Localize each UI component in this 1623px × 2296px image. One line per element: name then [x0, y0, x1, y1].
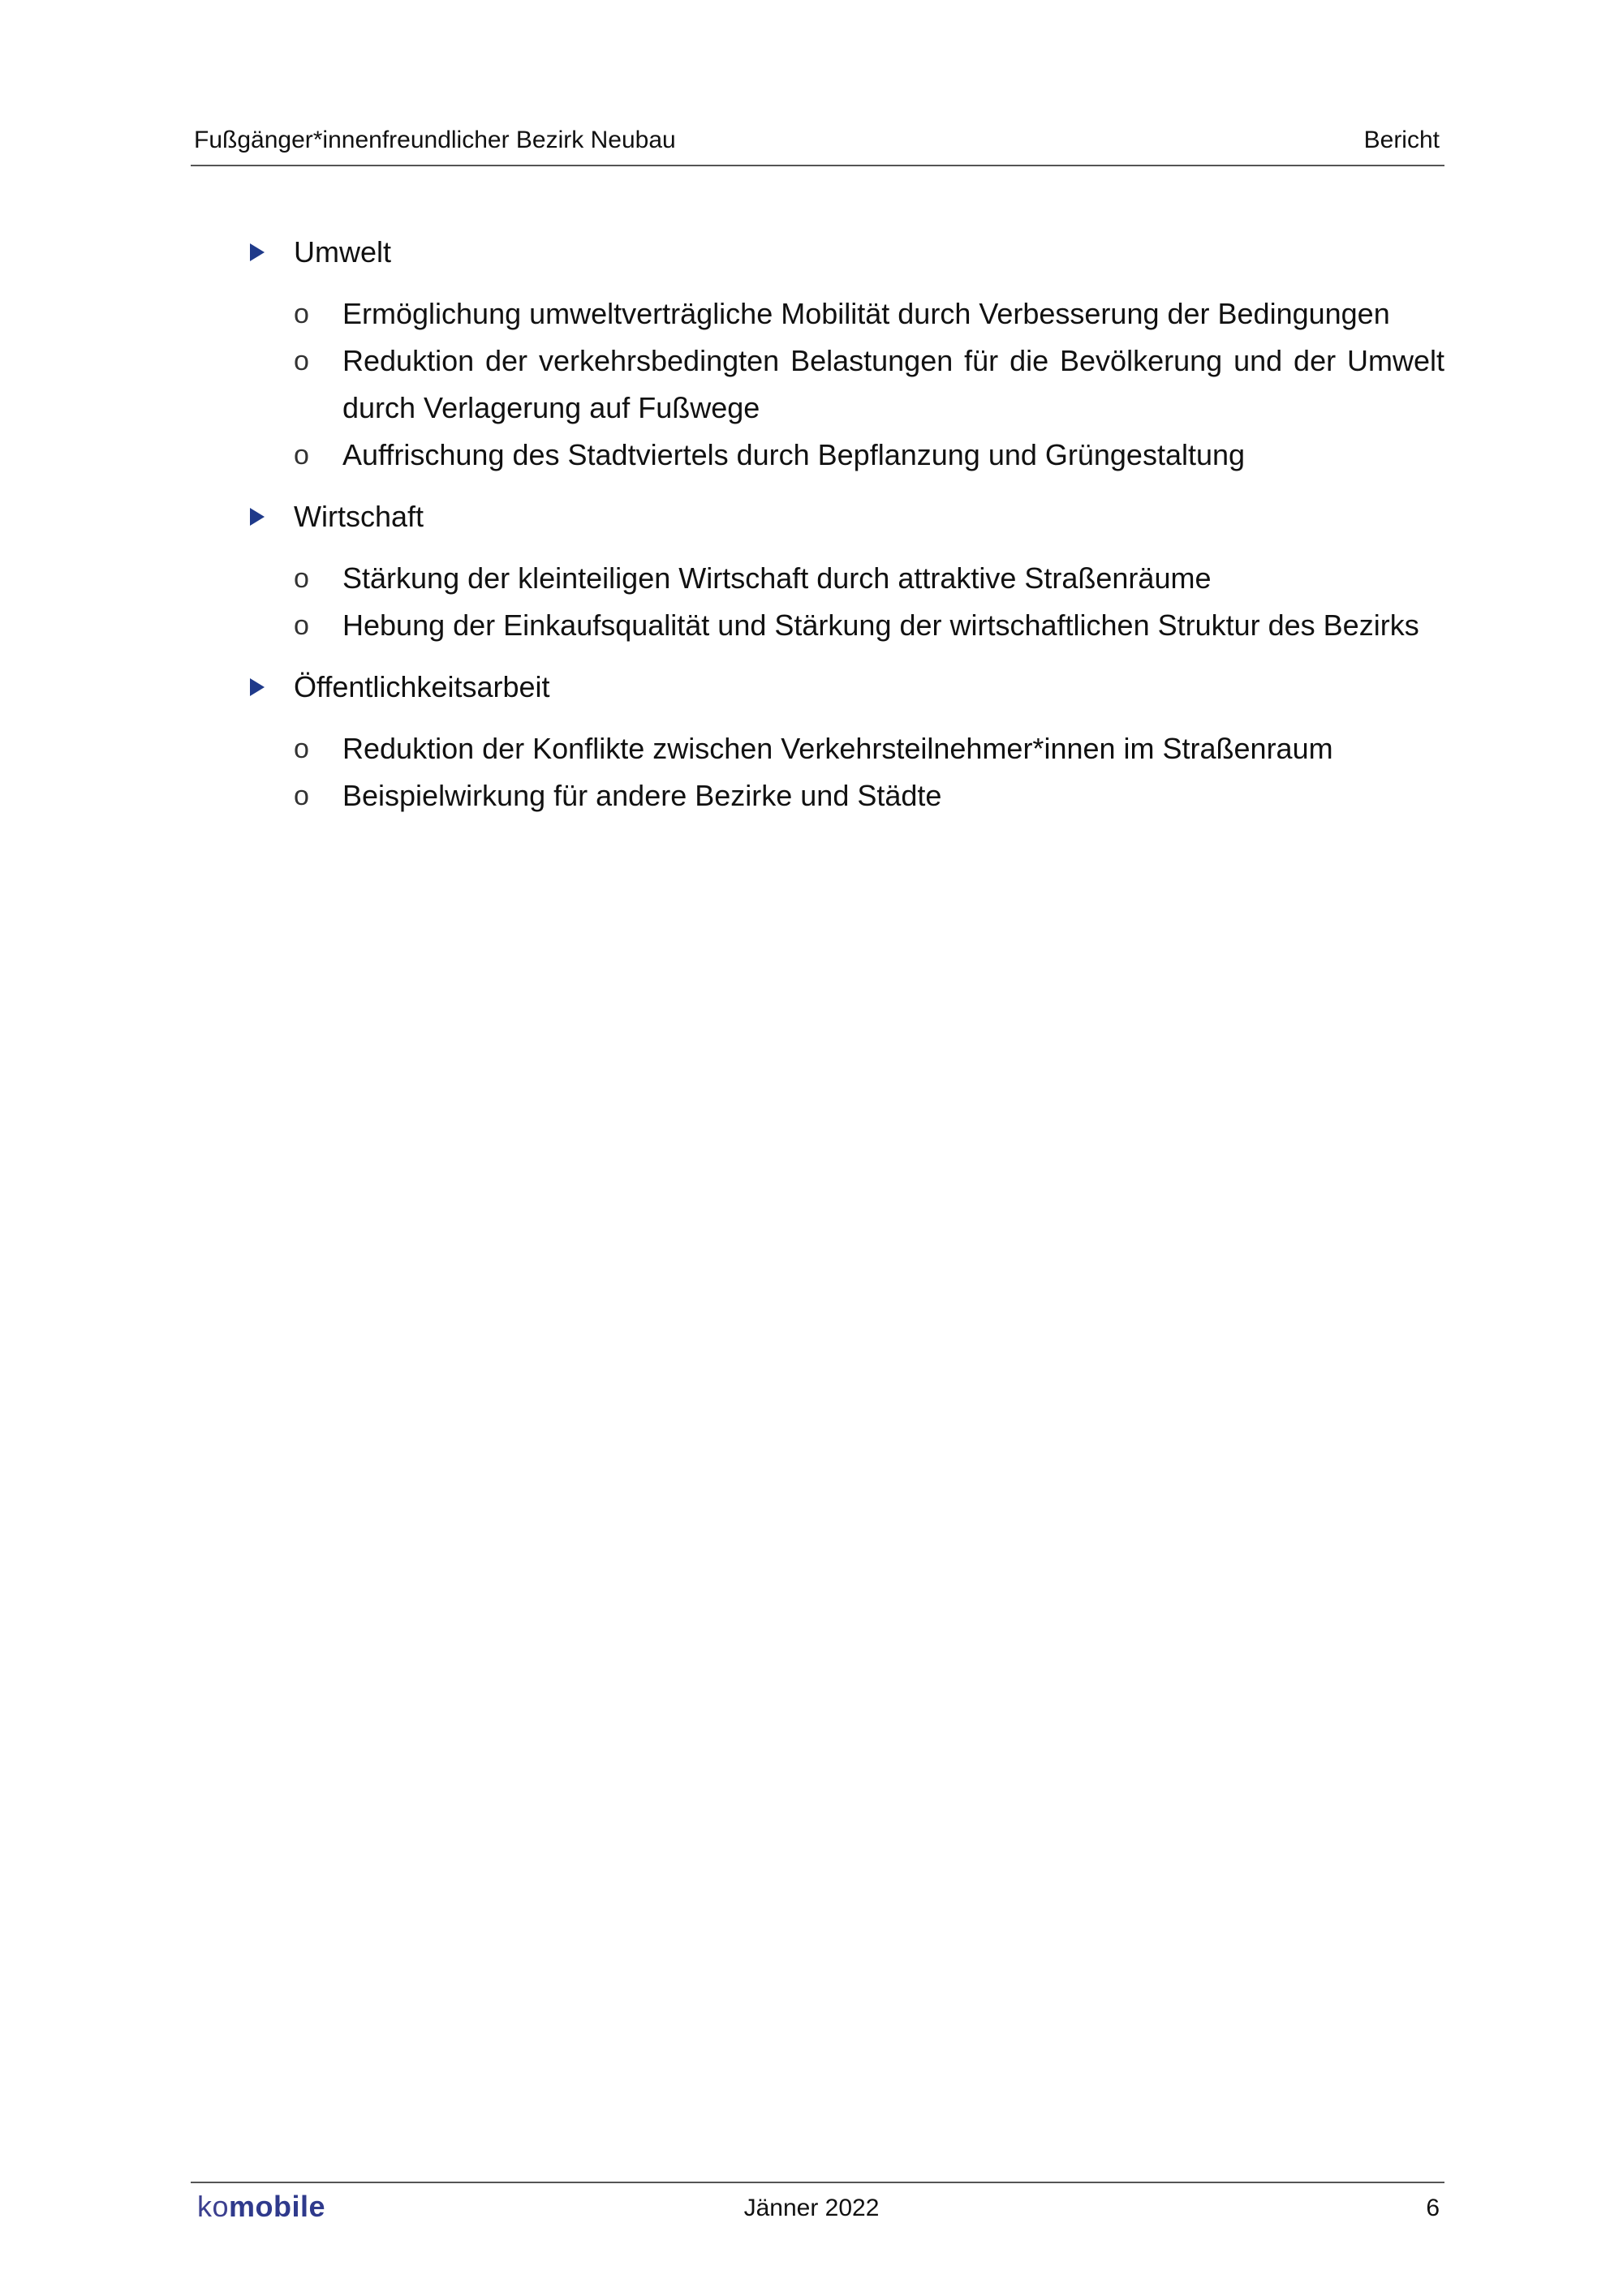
logo-part-1: ko [197, 2190, 230, 2223]
section-heading-label: Umwelt [294, 235, 392, 269]
list-item [243, 602, 1444, 649]
section-heading-label: Wirtschaft [294, 500, 424, 533]
footer-date: Jänner 2022 [743, 2195, 880, 2221]
section-heading [243, 229, 1444, 276]
circle-outline-icon: o [294, 563, 309, 594]
bullet-list [243, 555, 1444, 649]
page-header [191, 120, 1444, 166]
list-item [243, 338, 1444, 432]
page-number: 6 [1426, 2195, 1440, 2221]
triangle-right-icon [250, 678, 265, 696]
section-umwelt [243, 229, 1444, 479]
list-item-text: Reduktion der Konflikte zwischen Verkehrsteilnehmer*innen im Straßenraum [342, 732, 1333, 765]
triangle-right-icon [250, 508, 265, 526]
circle-outline-icon: o [294, 299, 309, 329]
section-heading [243, 664, 1444, 711]
page-content [243, 229, 1444, 834]
bullet-list [243, 725, 1444, 819]
header-title: Fußgänger*innenfreundlicher Bezirk Neubau [194, 127, 676, 153]
list-item [243, 772, 1444, 819]
circle-outline-icon: o [294, 610, 309, 641]
list-item [243, 555, 1444, 602]
list-item-text: Reduktion der verkehrsbedingten Belastungen für die Bevölkerung und der Umwelt durch Verlagerung auf Fußwege [342, 344, 1444, 424]
list-item-text: Hebung der Einkaufsqualität und Stärkung der wirtschaftlichen Struktur des Bezirks [342, 608, 1419, 642]
header-divider [191, 165, 1444, 166]
circle-outline-icon: o [294, 780, 309, 811]
list-item-text: Stärkung der kleinteiligen Wirtschaft durch attraktive Straßenräume [342, 561, 1212, 595]
list-item-text: Auffrischung des Stadtviertels durch Bepflanzung und Grüngestaltung [342, 438, 1246, 471]
section-oeffentlichkeitsarbeit [243, 664, 1444, 819]
list-item [243, 725, 1444, 772]
circle-outline-icon: o [294, 440, 309, 471]
header-section: Bericht [1363, 127, 1440, 153]
section-heading-label: Öffentlichkeitsarbeit [294, 670, 550, 703]
section-heading [243, 493, 1444, 540]
circle-outline-icon: o [294, 733, 309, 764]
bullet-list [243, 290, 1444, 479]
list-item-text: Beispielwirkung für andere Bezirke und Städte [342, 779, 942, 812]
list-item-text: Ermöglichung umweltverträgliche Mobilität durch Verbesserung der Bedingungen [342, 297, 1390, 330]
section-wirtschaft [243, 493, 1444, 649]
footer-divider [191, 2182, 1444, 2183]
logo-part-2: mobile [229, 2190, 326, 2223]
list-item [243, 290, 1444, 338]
triangle-right-icon [250, 243, 265, 261]
list-item [243, 432, 1444, 479]
circle-outline-icon: o [294, 346, 309, 376]
